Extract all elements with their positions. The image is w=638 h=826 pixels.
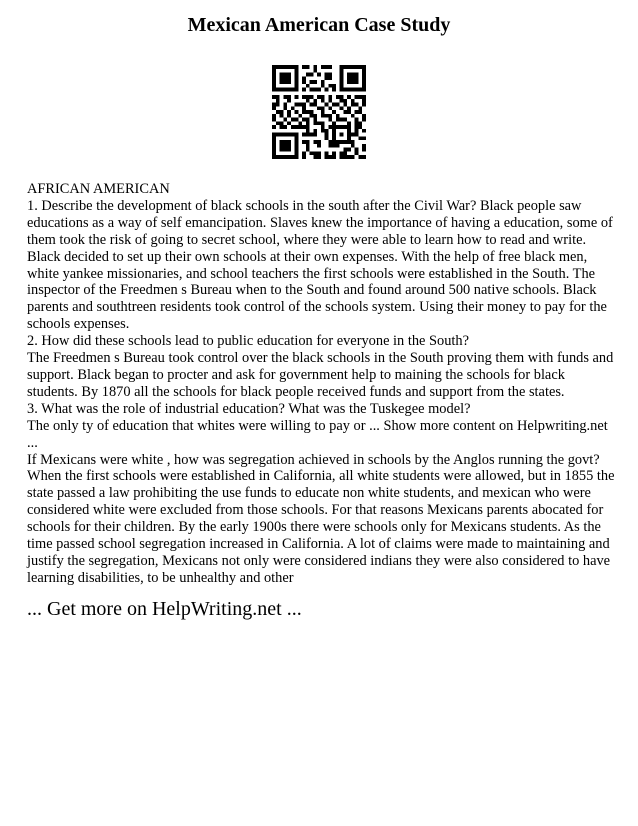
text-line: Black decided to set up their own schools at their own expenses. With the help of free black men, — [27, 248, 588, 265]
text-line: 1. Describe the development of black schools in the south after the Civil War? Black people saw — [27, 197, 582, 214]
text-line: justify the segregation, Mexicans not only were considered indians they were also considered to have — [27, 552, 611, 569]
document-title: Mexican American Case Study — [187, 14, 451, 36]
text-line: The only ty of education that whites were willing to pay or ... Show more content on Helpwriting.net — [27, 417, 608, 434]
text-line: inspector of the Freedmen s Bureau when to the South and found around 500 native schools. Black — [27, 282, 597, 299]
text-line: them took the risk of going to secret school, where they were able to learn how to read and write. — [27, 231, 587, 248]
text-line: considered white were excluded from those schools. For that reasons Mexicans parents abocated for — [27, 502, 604, 519]
qr-code-graphic — [272, 65, 366, 159]
text-line: students. By 1870 all the schools for black people received funds and support from the states. — [27, 383, 565, 400]
text-line: ... — [27, 434, 38, 451]
text-line: time passed school segregation increased in California. A lot of claims were made to maintaining and — [27, 536, 610, 553]
section-heading: AFRICAN AMERICAN — [27, 181, 170, 197]
text-line: schools expenses. — [27, 316, 130, 333]
text-line: The Freedmen s Bureau took control over the black schools in the South proving them with funds and — [27, 350, 614, 367]
text-line: 2. How did these schools lead to public education for everyone in the South? — [27, 333, 470, 350]
text-line: parents and southtreen residents took control of the schools system. Using their money to pay for the — [27, 299, 607, 316]
text-line: If Mexicans were white , how was segregation achieved in schools by the Anglos running the govt? — [27, 451, 600, 468]
text-line: learning disabilities, to be unhealthy and other — [27, 569, 294, 586]
get-more-link[interactable]: ... Get more on HelpWriting.net ... — [27, 598, 302, 620]
text-line: When the first schools were established in California, all white students were allowed, but in 1855 the — [27, 468, 615, 485]
text-line: state passed a law prohibiting the use funds to educate non white students, and mexican who were — [27, 485, 591, 502]
text-line: support. Black began to procter and ask for government help to maining the schools for black — [27, 366, 565, 383]
text-line: white yankee missionaries, and school teachers the first schools were established in the South. The — [27, 265, 596, 282]
text-line: educations as a way of self emancipation. Slaves knew the importance of having a education, some of — [27, 214, 613, 231]
document-body — [27, 181, 615, 587]
qr-code-icon — [272, 65, 366, 159]
text-line: schools for their children. By the early 1900s there were schools only for Mexicans students. As the — [27, 519, 601, 536]
text-line: 3. What was the role of industrial education? What was the Tuskegee model? — [27, 400, 471, 417]
